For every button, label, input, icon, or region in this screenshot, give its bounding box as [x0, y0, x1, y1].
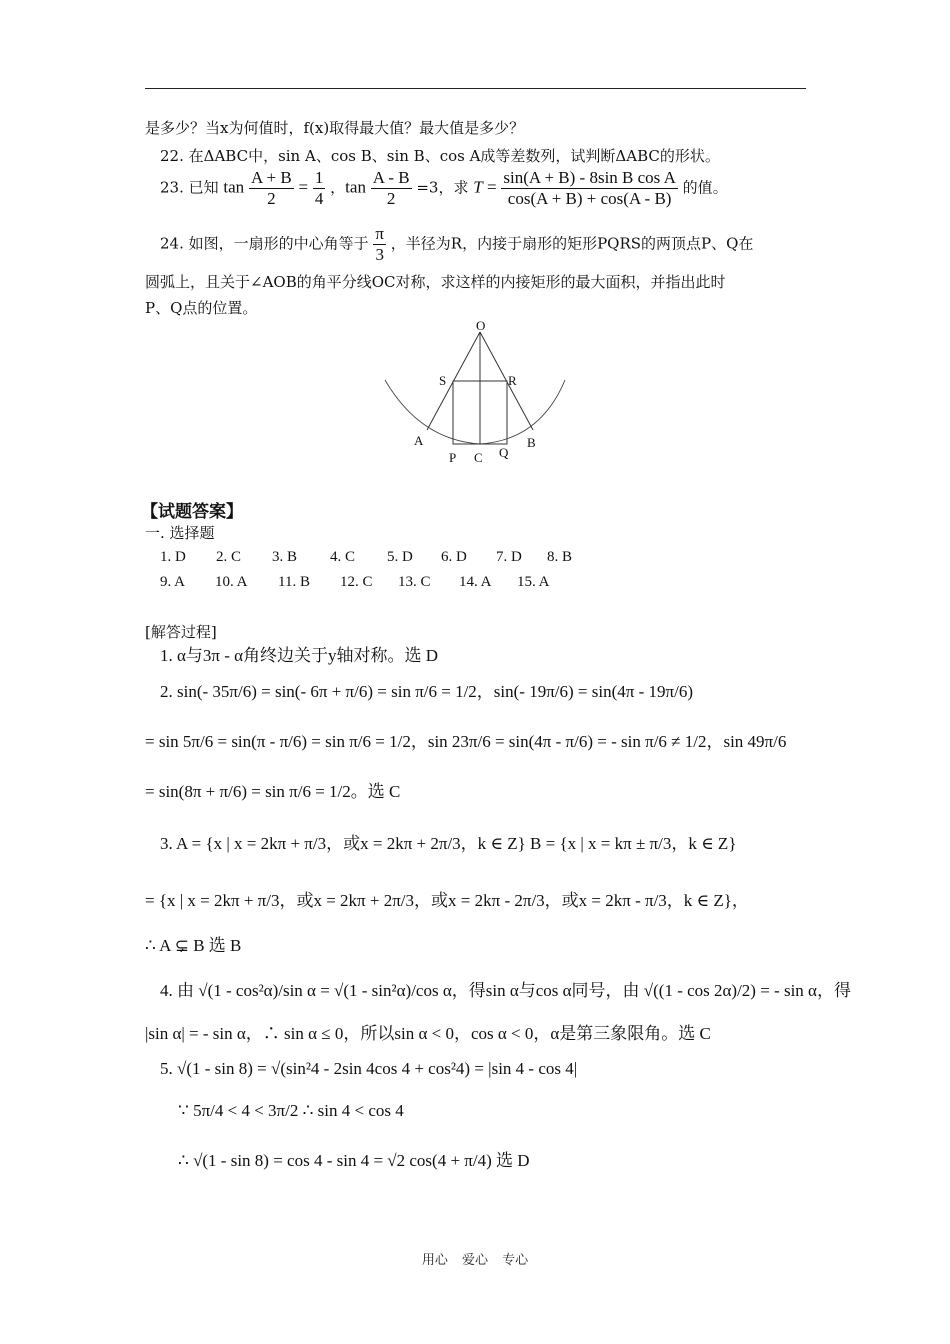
arc-left — [385, 380, 480, 444]
header-rule — [145, 88, 806, 89]
solution-process-label: [解答过程] — [145, 623, 217, 641]
question-22: 22. 在ΔABC中，sin A、cos B、sin B、cos A成等差数列，试判断ΔABC的形状。 — [160, 147, 720, 165]
label-A: A — [414, 433, 424, 448]
answer-14: 14. A — [459, 574, 492, 590]
question-23: 23. 已知 tan $\frac{A + B}{2}$ = $\frac{1}{4}$ ，tan $\frac{A - B}{2}$ =3，求 T = $\frac{\text{sin(A + B) - 8sin B cos A}}{\cos(A + B) + \cos(A - B)}$ 的值。 — [160, 168, 728, 208]
q23-T-frac: $\frac{\text{sin(A + B) - 8sin B cos A}}{\cos(A + B) + \cos(A - B)}$ — [503, 168, 676, 208]
solution-1: 1. α与3π - α角终边关于y轴对称。选 D — [160, 646, 439, 665]
answer-2: 2. C — [216, 549, 242, 565]
answer-5: 5. D — [387, 549, 413, 565]
answer-6: 6. D — [441, 549, 467, 565]
solution-4-line-2: |sin α| = - sin α，∴ sin α ≤ 0，所以sin α < 0，cos α < 0，α是第三象限角。选 C — [145, 1024, 711, 1043]
answer-8: 8. B — [547, 549, 573, 565]
page-footer: 用心 爱心 专心 — [421, 1253, 529, 1268]
solution-4-line-1: 4. 由 √(1 - cos²α)/sin α = √(1 - sin²α)/cos α，得sin α与cos α同号，由 √((1 - cos 2α)/2) = - sin α，得 — [160, 981, 851, 1000]
q23-frac-2: $\frac{1}{4}$ — [314, 168, 324, 208]
q24-rest: ，半径为R，内接于扇形的矩形PQRS的两顶点P、Q在 — [390, 234, 754, 253]
answer-10: 10. A — [215, 574, 248, 590]
label-C: C — [474, 450, 483, 465]
answer-3: 3. B — [272, 549, 298, 565]
q24-angle-frac: $\frac{\pi}{3}$ — [375, 224, 384, 264]
answer-9: 9. A — [160, 574, 186, 590]
label-P: P — [449, 450, 457, 465]
q23-lead: 23. 已知 — [160, 178, 219, 197]
answer-4: 4. C — [330, 549, 356, 565]
solution-2-line-3: = sin(8π + π/6) = sin π/6 = 1/2。选 C — [145, 782, 401, 801]
solution-3-line-3: ∴ A ⊊ B 选 B — [145, 936, 242, 955]
label-B: B — [527, 435, 536, 450]
answer-15: 15. A — [517, 574, 550, 590]
question-24-line-3: P、Q点的位置。 — [145, 299, 258, 317]
solution-3-line-2: = {x | x = 2kπ + π/3，或x = 2kπ + 2π/3，或x = 2kπ - 2π/3，或x = 2kπ - π/3，k ∈ Z}， — [145, 891, 749, 910]
answer-13: 13. C — [398, 574, 431, 590]
solution-2-line-2: = sin 5π/6 = sin(π - π/6) = sin π/6 = 1/2，sin 23π/6 = sin(4π - π/6) = - sin π/6 ≠ 1/2，sin 49π/6 — [145, 732, 787, 751]
question-24-line-2: 圆弧上，且关于∠AOB的角平分线OC对称，求这样的内接矩形的最大面积，并指出此时 — [145, 273, 726, 291]
q23-tail: 的值。 — [682, 178, 728, 197]
solution-2-line-1: 2. sin(- 35π/6) = sin(- 6π + π/6) = sin π/6 = 1/2，sin(- 19π/6) = sin(4π - 19π/6) — [160, 682, 693, 701]
section-multiple-choice: 一. 选择题 — [145, 524, 215, 542]
answer-11: 11. B — [278, 574, 310, 590]
q24-lead: 24. 如图，一扇形的中心角等于 — [160, 234, 369, 253]
question-21-tail: 是多少？当x为何值时，f(x)取得最大值？最大值是多少？ — [145, 119, 525, 137]
label-O: O — [476, 318, 486, 333]
arc-right — [480, 380, 565, 444]
solution-5-line-2: ∵ 5π/4 < 4 < 3π/2 ∴ sin 4 < cos 4 — [178, 1101, 404, 1120]
question-24-line-1 — [160, 224, 753, 265]
sector-figure — [380, 318, 580, 468]
solution-5-line-1: 5. √(1 - sin 8) = √(sin²4 - 2sin 4cos 4 + cos²4) = |sin 4 - cos 4| — [160, 1059, 578, 1078]
label-S: S — [439, 373, 447, 388]
solution-3-line-1: 3. A = {x | x = 2kπ + π/3，或x = 2kπ + 2π/3，k ∈ Z} B = {x | x = kπ ± π/3，k ∈ Z} — [160, 834, 737, 853]
label-Q: Q — [499, 445, 509, 460]
answer-12: 12. C — [340, 574, 373, 590]
answers-heading: 【试题答案】 — [141, 502, 243, 522]
q23-frac-1: $\frac{A + B}{2}$ — [250, 168, 292, 208]
label-R: R — [508, 373, 517, 388]
answer-1: 1. D — [160, 549, 186, 565]
q23-frac-3: $\frac{A - B}{2}$ — [372, 168, 410, 208]
q23-value: =3，求 — [416, 178, 469, 197]
answer-7: 7. D — [496, 549, 522, 565]
solution-5-line-3: ∴ √(1 - sin 8) = cos 4 - sin 4 = √2 cos(4 + π/4) 选 D — [178, 1151, 530, 1170]
